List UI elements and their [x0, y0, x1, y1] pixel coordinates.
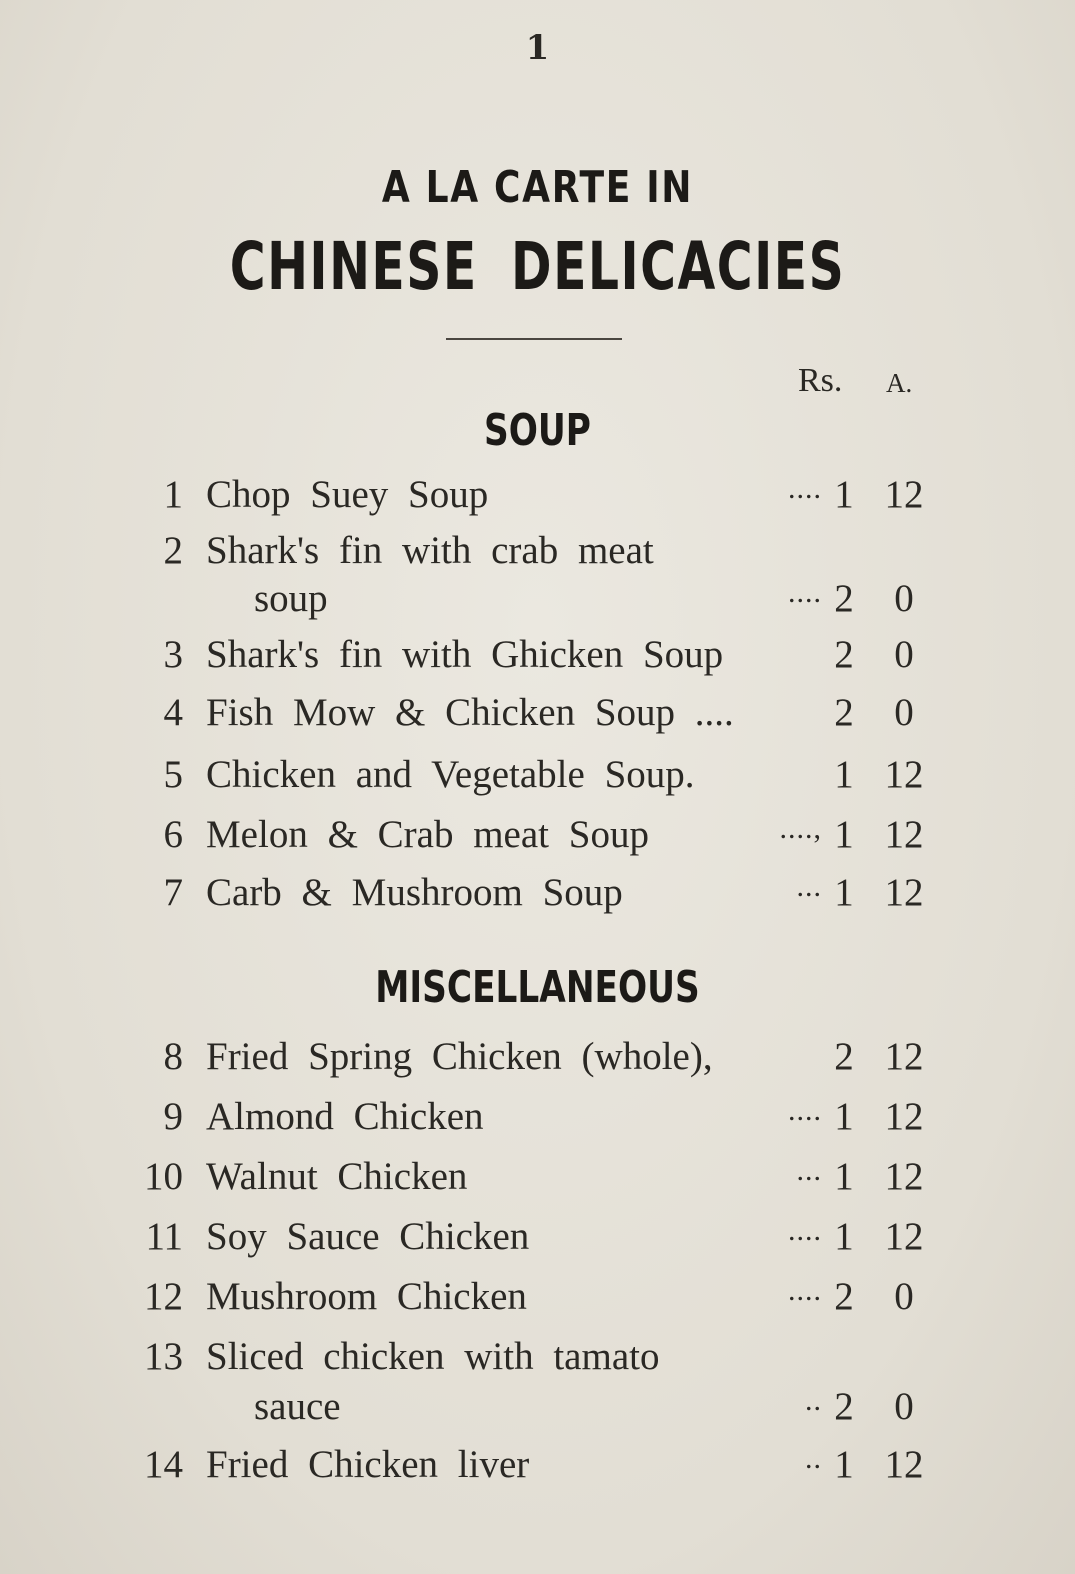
item-price-rupees: 1: [834, 1215, 854, 1258]
item-price-annas: 12: [884, 1035, 924, 1078]
item-price-rupees: 2: [834, 691, 854, 734]
item-name: Walnut Chicken: [206, 1155, 468, 1198]
item-number: 4: [163, 691, 183, 734]
item-number: 8: [163, 1035, 183, 1078]
item-name: Almond Chicken: [206, 1095, 484, 1138]
section-heading-miscellaneous: MISCELLANEOUS: [375, 962, 700, 1013]
item-price-annas: 12: [884, 473, 924, 516]
dot-leader: ...: [796, 870, 822, 903]
item-price-rupees: 2: [834, 1035, 854, 1078]
dot-leader: ....: [788, 1274, 822, 1307]
item-name: Shark's fin with Ghicken Soup: [206, 633, 724, 676]
annas-column-label: A.: [886, 368, 913, 398]
item-name: Carb & Mushroom Soup: [206, 871, 623, 914]
item-number: 11: [145, 1215, 183, 1258]
menu-item-continuation: [0, 576, 1075, 632]
menu-item-continuation: [0, 1384, 1075, 1440]
item-price-annas: 0: [894, 691, 914, 734]
item-name: Chop Suey Soup: [206, 473, 489, 516]
menu-kicker: A LA CARTE IN: [381, 162, 694, 213]
section-heading-soup: SOUP: [484, 405, 591, 456]
menu-item: [0, 472, 1075, 528]
item-price-rupees: 2: [834, 577, 854, 620]
menu-item: [0, 870, 1075, 926]
item-number: 6: [163, 813, 183, 856]
item-name: Sliced chicken with tamato: [206, 1335, 660, 1378]
dot-leader: ..: [805, 1442, 822, 1475]
item-price-rupees: 2: [834, 633, 854, 676]
item-price-rupees: 2: [834, 1385, 854, 1428]
item-number: 1: [163, 473, 183, 516]
dot-leader: ....: [788, 1094, 822, 1127]
item-price-annas: 0: [894, 1275, 914, 1318]
menu-item: [0, 632, 1075, 688]
item-price-rupees: 1: [834, 1155, 854, 1198]
item-number: 12: [144, 1275, 183, 1318]
item-price-annas: 12: [884, 813, 924, 856]
menu-item: [0, 1154, 1075, 1210]
dot-leader: ....: [788, 576, 822, 609]
item-name: Mushroom Chicken: [206, 1275, 527, 1318]
item-price-annas: 0: [894, 633, 914, 676]
dot-leader: ....: [788, 472, 822, 505]
item-price-rupees: 1: [834, 473, 854, 516]
item-name: Fish Mow & Chicken Soup ....: [206, 691, 734, 734]
item-price-annas: 12: [884, 1443, 924, 1486]
menu-item: [0, 1034, 1075, 1090]
item-name-continuation: sauce: [254, 1385, 341, 1428]
item-price-rupees: 1: [834, 871, 854, 914]
item-number: 9: [163, 1095, 183, 1138]
item-name: Fried Spring Chicken (whole),: [206, 1035, 713, 1078]
rupees-column-label: Rs.: [798, 362, 843, 399]
item-price-rupees: 1: [834, 813, 854, 856]
menu-item: [0, 1094, 1075, 1150]
item-name-continuation: soup: [254, 577, 328, 620]
item-price-rupees: 1: [834, 753, 854, 796]
item-number: 2: [163, 529, 183, 572]
item-price-annas: 12: [884, 1095, 924, 1138]
dot-leader: ...: [796, 1154, 822, 1187]
item-price-annas: 0: [894, 1385, 914, 1428]
item-price-rupees: 1: [834, 1443, 854, 1486]
item-name: Melon & Crab meat Soup: [206, 813, 649, 856]
title-divider: [446, 338, 622, 340]
menu-item: [0, 752, 1075, 808]
menu-item: [0, 690, 1075, 746]
item-price-annas: 12: [884, 871, 924, 914]
dot-leader: ..: [805, 1384, 822, 1417]
item-price-annas: 12: [884, 753, 924, 796]
item-number: 7: [163, 871, 183, 914]
dot-leader: ....,: [779, 812, 822, 845]
menu-item: [0, 1214, 1075, 1270]
item-number: 10: [144, 1155, 183, 1198]
item-name: Fried Chicken liver: [206, 1443, 530, 1486]
item-name: Shark's fin with crab meat: [206, 529, 654, 572]
item-price-annas: 12: [884, 1155, 924, 1198]
item-number: 13: [144, 1335, 183, 1378]
page-number: 1: [525, 28, 550, 68]
menu-item: [0, 1442, 1075, 1498]
item-number: 14: [144, 1443, 183, 1486]
item-price-annas: 0: [894, 577, 914, 620]
item-price-rupees: 2: [834, 1275, 854, 1318]
item-price-rupees: 1: [834, 1095, 854, 1138]
item-number: 5: [163, 753, 183, 796]
menu-title: CHINESE DELICACIES: [229, 228, 846, 305]
item-name: Soy Sauce Chicken: [206, 1215, 530, 1258]
menu-item: [0, 812, 1075, 868]
item-price-annas: 12: [884, 1215, 924, 1258]
menu-item: [0, 1274, 1075, 1330]
item-number: 3: [163, 633, 183, 676]
item-name: Chicken and Vegetable Soup.: [206, 753, 695, 796]
menu-item: [0, 1334, 1075, 1390]
dot-leader: ....: [788, 1214, 822, 1247]
